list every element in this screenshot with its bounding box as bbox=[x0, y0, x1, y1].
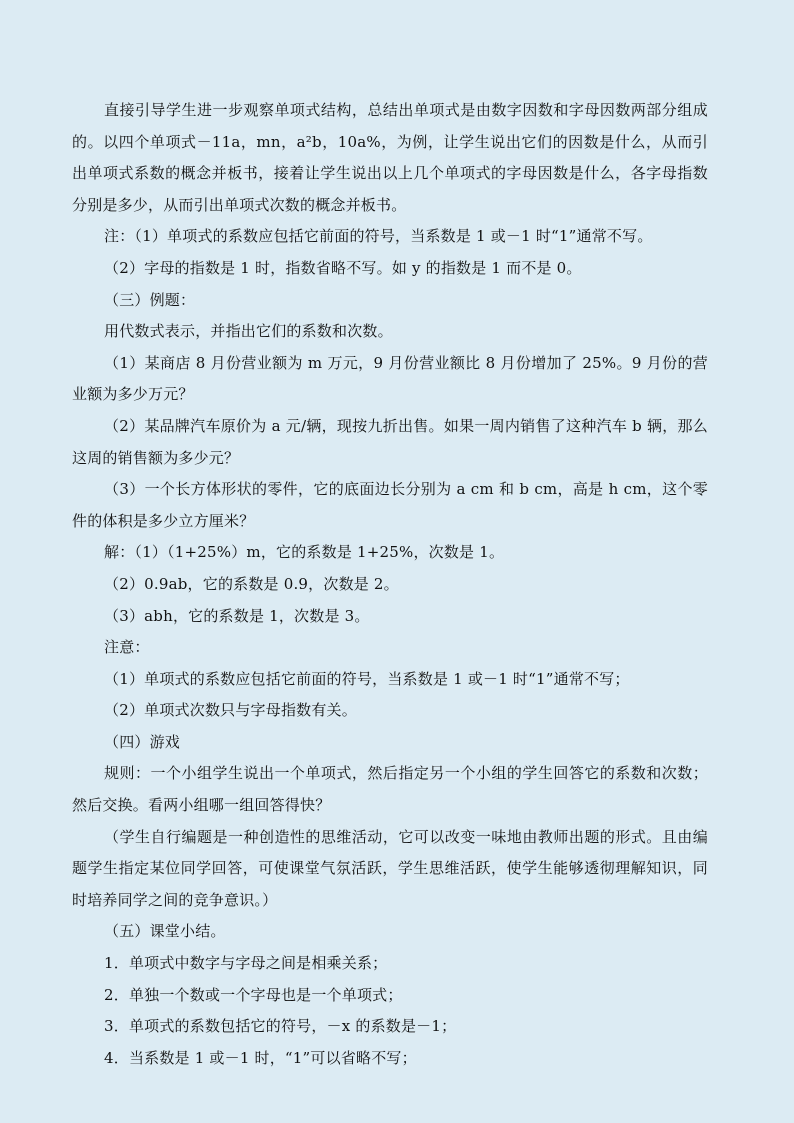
section-heading-summary: （五）课堂小结。 bbox=[104, 922, 226, 941]
paragraph-example-1: （1）某商店 8 月份营业额为 m 万元，9 月份营业额比 8 月份增加了 25%。9 月份的营业额为多少万元？ bbox=[72, 353, 708, 404]
summary-item-3: 3．单项式的系数包括它的符号，－x 的系数是－1； bbox=[104, 1017, 457, 1036]
paragraph-intro: 直接引导学生进一步观察单项式结构，总结出单项式是由数字因数和字母因数两部分组成的。以四个单项式－11a，mn，a²b，10a%，为例，让学生说出它们的因数是什么，从而引出单项式系数的概念并板书，接着让学生说出以上几个单项式的字母因数是什么，各字母指数分别是多少，从而引出单项式次数的概念并板书。 bbox=[72, 101, 708, 214]
paragraph-solution-1: 解：（1）（1+25%）m，它的系数是 1+25%，次数是 1。 bbox=[104, 543, 505, 562]
paragraph-example-2: （2）某品牌汽车原价为 a 元/辆，现按九折出售。如果一周内销售了这种汽车 b 辆，那么这周的销售额为多少元？ bbox=[72, 416, 708, 467]
paragraph-note-2: （2）字母的指数是 1 时，指数省略不写。如 y 的指数是 1 而不是 0。 bbox=[104, 258, 582, 277]
summary-item-1: 1．单项式中数字与字母之间是相乘关系； bbox=[104, 954, 388, 973]
paragraph-attention-heading: 注意： bbox=[104, 638, 150, 657]
paragraph-attention-1: （1）单项式的系数应包括它前面的符号，当系数是 1 或－1 时“1”通常不写； bbox=[104, 669, 630, 688]
section-heading-examples: （三）例题： bbox=[104, 290, 196, 309]
paragraph-example-3: （3）一个长方体形状的零件，它的底面边长分别为 a cm 和 b cm，高是 h cm，这个零件的体积是多少立方厘米？ bbox=[72, 480, 708, 530]
summary-item-4: 4．当系数是 1 或－1 时，“1”可以省略不写； bbox=[104, 1048, 417, 1067]
paragraph-note-1: 注：（1）单项式的系数应包括它前面的符号，当系数是 1 或－1 时“1”通常不写。 bbox=[104, 227, 653, 246]
section-heading-game: （四）游戏 bbox=[104, 732, 181, 751]
paragraph-game-comment: （学生自行编题是一种创造性的思维活动，它可以改变一味地由教师出题的形式。且由编题学生指定某位同学回答，可使课堂气氛活跃，学生思维活跃，使学生能够透彻理解知识，同时培养同学之间的竞争意识。） bbox=[72, 827, 708, 909]
paragraph-solution-2: （2）0.9ab，它的系数是 0.9，次数是 2。 bbox=[104, 574, 399, 593]
paragraph-game-rules: 规则：一个小组学生说出一个单项式，然后指定另一个小组的学生回答它的系数和次数；然后交换。看两小组哪一组回答得快？ bbox=[72, 764, 708, 815]
summary-item-2: 2．单独一个数或一个字母也是一个单项式； bbox=[104, 985, 403, 1004]
paragraph-solution-3: （3）abh，它的系数是 1，次数是 3。 bbox=[104, 606, 370, 625]
paragraph-attention-2: （2）单项式次数只与字母指数有关。 bbox=[104, 701, 357, 720]
paragraph-example-instruction: 用代数式表示，并指出它们的系数和次数。 bbox=[104, 322, 393, 341]
